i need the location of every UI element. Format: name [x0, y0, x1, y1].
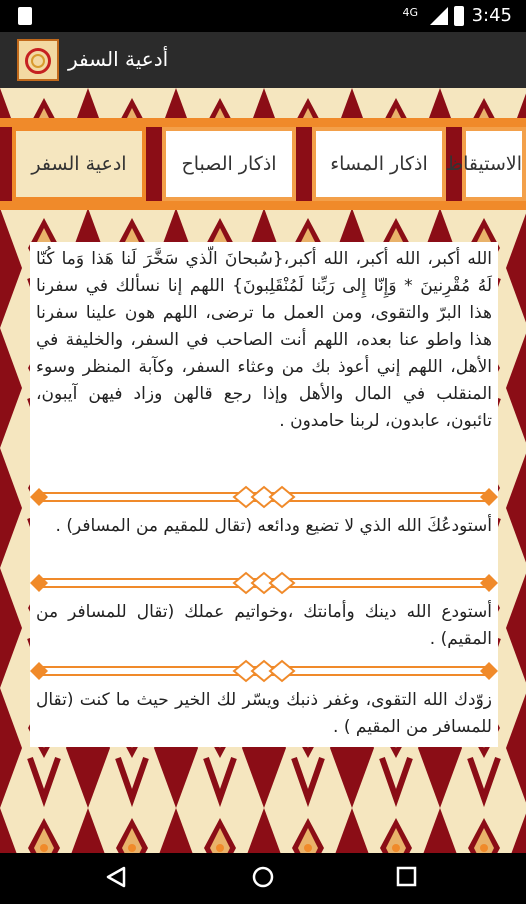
tab-travel-duas[interactable]	[12, 127, 146, 201]
app-logo-icon[interactable]	[17, 39, 59, 81]
dua-card	[30, 242, 498, 488]
tab-label: ادعية السفر	[31, 153, 127, 175]
back-icon[interactable]	[108, 868, 124, 886]
app-title: أدعية السفر	[68, 47, 169, 71]
clock: 3:45	[471, 5, 512, 26]
dua-text: أستودع الله دينك وأمانتك ،وخواتيم عملك (تقال للمسافر من المقيم) .	[36, 602, 492, 649]
dua-card	[30, 595, 498, 659]
recents-icon[interactable]	[398, 868, 415, 885]
notification-icon	[18, 7, 32, 25]
dua-text: أستودعُكَ الله الذي لا تضيع ودائعه (تقال للمقيم من المسافر) .	[55, 516, 492, 536]
tab-waking-adhkar[interactable]	[445, 127, 526, 201]
tab-morning-adhkar[interactable]	[162, 127, 296, 201]
status-bar	[0, 0, 526, 32]
tab-label: اذكار المساء	[330, 153, 428, 175]
signal-icon	[430, 7, 448, 25]
home-icon[interactable]	[254, 868, 272, 886]
ornament-divider	[30, 485, 498, 509]
tab-label: اذكار الصباح	[181, 153, 277, 175]
system-nav-bar	[0, 853, 526, 900]
ornament-divider	[30, 659, 498, 683]
battery-icon	[454, 6, 464, 26]
network-type: 4G	[402, 6, 418, 19]
dua-text: الله أكبر، الله أكبر، الله أكبر،{سُبحانَ الّذي سَخَّرَ لَنا هَذا وَما كُنّا لَهُ مُقْرِنينَ * وَإِنّا إِلى رَبِّنا لَمُنْقَلِبونَ} اللهم إنا نسألك في سفرنا هذا البرّ والتقوى، ومن العمل ما ترضى، اللهم هون علينا سفرنا هذا واطو عنا بعده، اللهم أنت الصاحب في السفر، والخليفة في الأهل، اللهم إني أعوذ بك من وعثاء السفر، وكآبة المنظر وسوء المنقلب في المال والأهل وإذا رجع قالهن وزاد فيهن آيبون، تائبون، عابدون، لربنا حامدون .	[36, 249, 492, 431]
tab-label: الاستيقاظ	[445, 153, 522, 175]
tab-evening-adhkar[interactable]	[312, 127, 446, 201]
tabs-bar	[0, 118, 526, 210]
dua-card	[30, 509, 498, 571]
content-area[interactable]	[0, 88, 526, 853]
ornament-divider	[30, 571, 498, 595]
dua-text: زوّدك الله التقوى، وغفر ذنبك ويسّر لك الخير حيث ما كنت (تقال للمسافر من المقيم ) .	[36, 690, 492, 737]
tab-divider	[296, 127, 312, 201]
tab-divider	[146, 127, 162, 201]
dua-card	[30, 683, 498, 747]
app-bar	[0, 32, 526, 88]
